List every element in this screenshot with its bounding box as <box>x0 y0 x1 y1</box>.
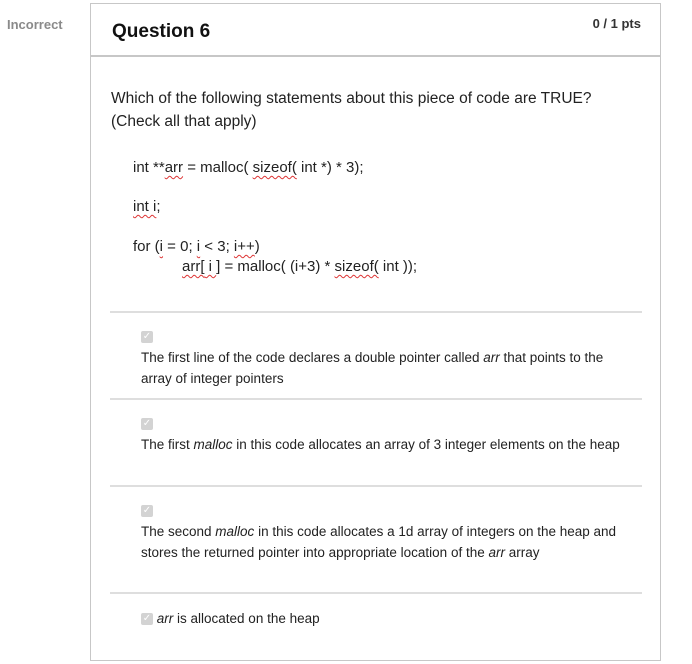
answer-option-2[interactable]: ✓ The first malloc in this code allocates an array of 3 integer elements on the heap <box>141 418 620 452</box>
divider <box>110 398 642 400</box>
checkbox-checked-icon[interactable]: ✓ <box>142 505 152 517</box>
code-line-1: int **arr = malloc( sizeof( int *) * 3); <box>133 159 364 176</box>
question-header <box>91 4 660 57</box>
checkbox-checked-icon[interactable]: ✓ <box>142 613 152 625</box>
prompt-line: Which of the following statements about this piece of code are TRUE? <box>111 90 592 107</box>
prompt-line: (Check all that apply) <box>111 113 257 130</box>
answer-option-4[interactable]: ✓ arr is allocated on the heap <box>142 611 320 626</box>
answer-option-3[interactable]: ✓ The second malloc in this code allocates a 1d array of integers on the heap and stores the returned pointer into appropriate location of the arr array <box>141 505 617 560</box>
answer-option-1[interactable]: ✓ The first line of the code declares a double pointer called arr that points to the array of integer pointers <box>141 331 604 386</box>
divider <box>110 311 642 313</box>
checkbox-checked-icon[interactable]: ✓ <box>142 331 152 343</box>
code-line-3: for (i = 0; i < 3; i++) <box>133 238 260 255</box>
question-title: Question 6 <box>112 21 211 42</box>
code-line-4: arr[ i ] = malloc( (i+3) * sizeof( int )); <box>182 258 418 275</box>
code-line-2: int i; <box>133 198 161 215</box>
divider <box>110 592 642 594</box>
divider <box>110 485 642 487</box>
incorrect-label: Incorrect <box>7 17 63 32</box>
question-prompt <box>111 87 641 133</box>
points: 0 / 1 pts <box>592 16 641 31</box>
question-card <box>90 3 661 661</box>
checkbox-checked-icon[interactable]: ✓ <box>142 418 152 430</box>
